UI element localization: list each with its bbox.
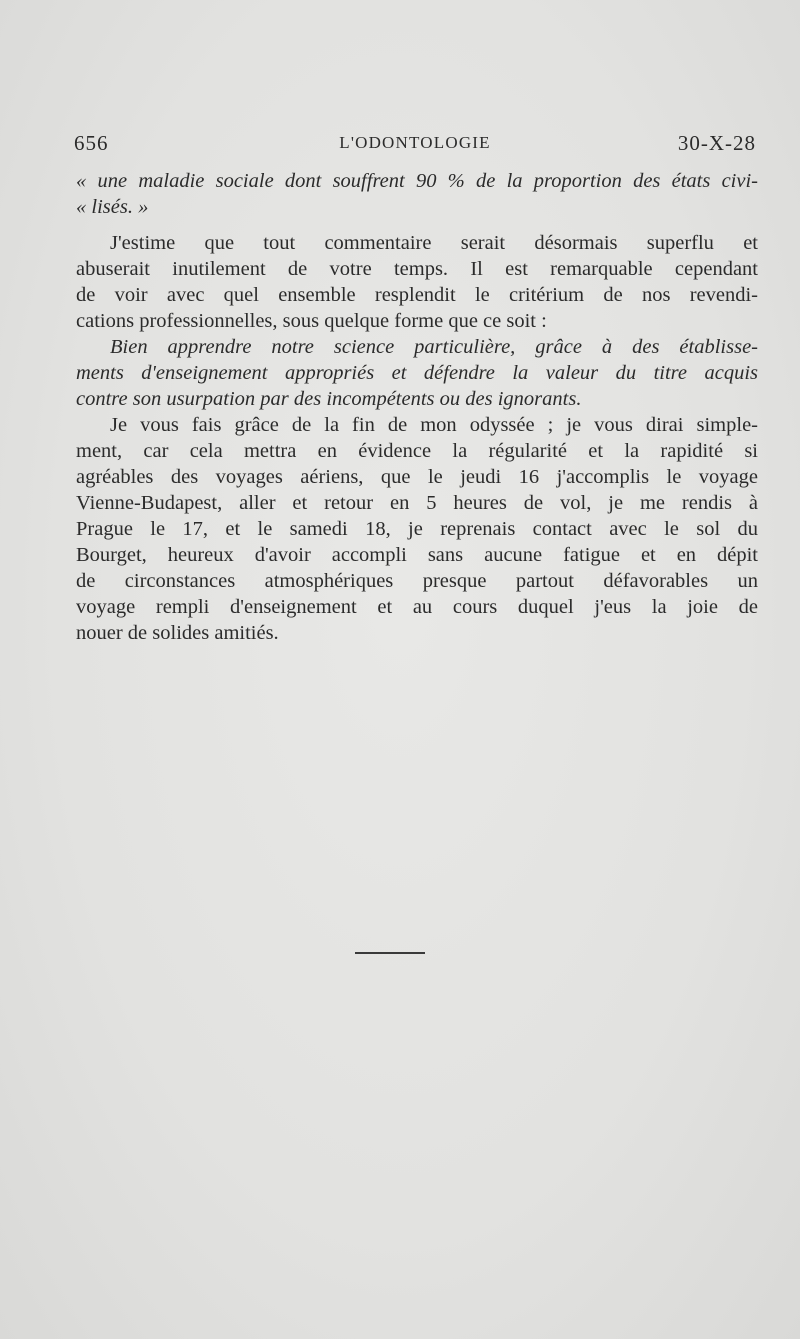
paragraph-line: Je vous fais grâce de la fin de mon odyssée ; je vous dirai simple-	[110, 414, 758, 436]
section-end-rule	[355, 952, 425, 954]
paragraph-line: Bourget, heureux d'avoir accompli sans aucune fatigue et en dépit	[76, 544, 758, 566]
running-title: L'ODONTOLOGIE	[339, 133, 491, 152]
quote-line: « lisés. »	[76, 196, 149, 218]
motto-line: ments d'enseignement appropriés et défendre la valeur du titre acquis	[76, 362, 758, 384]
quote-block	[76, 168, 758, 220]
paragraph-line: Vienne-Budapest, aller et retour en 5 heures de vol, je me rendis à	[76, 492, 758, 514]
paragraph-commentary	[76, 230, 758, 334]
paragraph-line: voyage rempli d'enseignement et au cours duquel j'eus la joie de	[76, 596, 758, 618]
paragraph-line: de circonstances atmosphériques presque partout défavorables un	[76, 570, 758, 592]
paragraph-line: de voir avec quel ensemble resplendit le critérium de nos revendi-	[76, 284, 758, 306]
paragraph-odyssey	[76, 412, 758, 646]
motto-block	[76, 334, 758, 412]
paragraph-line: cations professionnelles, sous quelque forme que ce soit :	[76, 310, 547, 332]
issue-date: 30-X-28	[677, 131, 756, 155]
page-header	[74, 128, 756, 158]
page-number: 656	[74, 131, 109, 155]
body-text	[76, 168, 758, 646]
paragraph-line: Prague le 17, et le samedi 18, je reprenais contact avec le sol du	[76, 518, 758, 540]
paragraph-line: nouer de solides amitiés.	[76, 622, 279, 644]
motto-line: contre son usurpation par des incompétents ou des ignorants.	[76, 388, 582, 410]
paragraph-line: abuserait inutilement de votre temps. Il est remarquable cependant	[76, 258, 758, 280]
motto-line: Bien apprendre notre science particulière, grâce à des établisse-	[110, 336, 758, 358]
paragraph-line: agréables des voyages aériens, que le jeudi 16 j'accomplis le voyage	[76, 466, 758, 488]
paragraph-line: J'estime que tout commentaire serait désormais superflu et	[110, 232, 758, 254]
paragraph-line: ment, car cela mettra en évidence la régularité et la rapidité si	[76, 440, 758, 462]
quote-line: « une maladie sociale dont souffrent 90 % de la proportion des états civi-	[76, 170, 758, 192]
